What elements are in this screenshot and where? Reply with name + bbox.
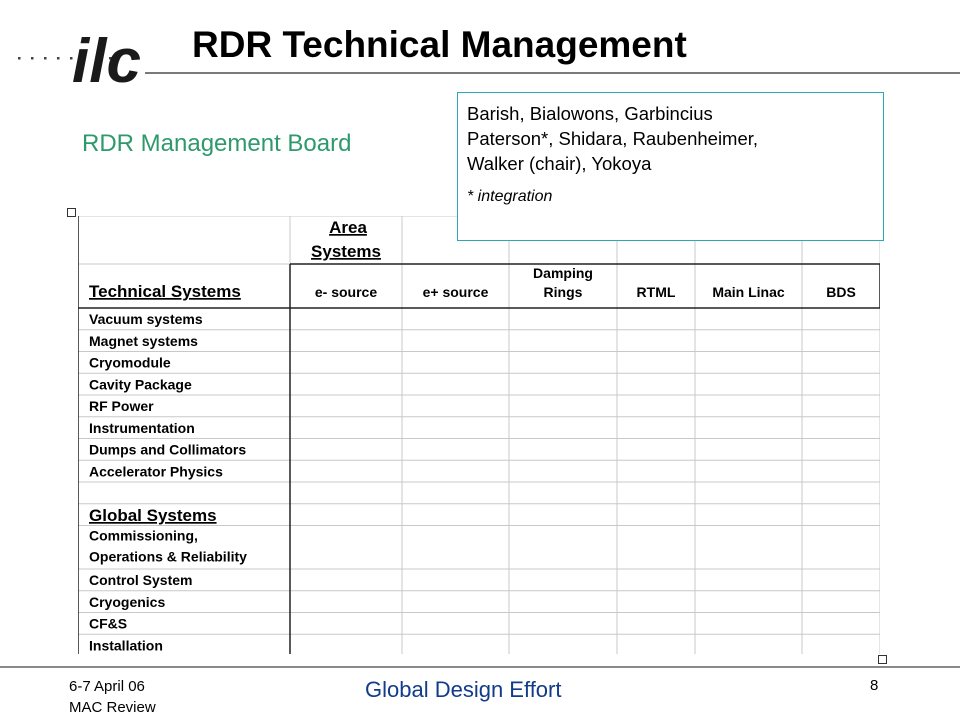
page-number: 8 bbox=[870, 677, 879, 694]
column-header-damping-rings: Rings bbox=[543, 284, 583, 300]
sheet-anchor-handle[interactable] bbox=[67, 208, 76, 217]
footer-title: Global Design Effort bbox=[365, 677, 562, 702]
row-label-cryomodule: Cryomodule bbox=[89, 354, 171, 371]
slide-subtitle: RDR Management Board bbox=[82, 130, 352, 157]
area-header-line-2: Systems bbox=[311, 242, 381, 261]
board-members bbox=[467, 101, 874, 176]
board-line-1: Barish, Bialowons, Garbincius bbox=[467, 103, 713, 124]
ilc-logo bbox=[8, 14, 158, 92]
column-header-bds: BDS bbox=[826, 284, 856, 300]
row-label-installation: Installation bbox=[89, 637, 163, 654]
row-label-rf-power: RF Power bbox=[89, 398, 154, 414]
row-label-control-system: Control System bbox=[89, 572, 193, 588]
slide-title: RDR Technical Management bbox=[192, 24, 687, 65]
column-header-rtml: RTML bbox=[636, 284, 676, 300]
row-label-accelerator-physics: Accelerator Physics bbox=[89, 463, 223, 480]
footer-rule bbox=[0, 666, 960, 668]
sheet-resize-handle[interactable] bbox=[878, 655, 887, 664]
area-header-line-1: Area bbox=[329, 218, 367, 237]
systems-matrix bbox=[78, 216, 880, 654]
column-header-main-linac: Main Linac bbox=[712, 284, 785, 300]
row-label-commissioning-operations-reliability-a: Commissioning, bbox=[89, 527, 198, 544]
board-note: * integration bbox=[467, 188, 553, 205]
footer-event-line: MAC Review bbox=[69, 699, 156, 716]
row-label-cryogenics: Cryogenics bbox=[89, 593, 166, 610]
title-rule bbox=[145, 72, 960, 74]
row-label-dumps-and-collimators: Dumps and Collimators bbox=[89, 441, 247, 458]
technical-systems-header: Technical Systems bbox=[89, 282, 241, 301]
row-label-cavity-package: Cavity Package bbox=[89, 376, 192, 393]
row-label-commissioning-operations-reliability-b: Operations & Reliability bbox=[89, 548, 247, 565]
row-label-magnet-systems: Magnet systems bbox=[89, 332, 198, 349]
column-header-damping-rings: Damping bbox=[533, 265, 593, 281]
management-board-box bbox=[457, 92, 884, 241]
row-label-vacuum-systems: Vacuum systems bbox=[89, 311, 203, 327]
column-header-e-source: e- source bbox=[314, 284, 378, 300]
global-systems-header: Global Systems bbox=[89, 506, 217, 525]
footer-date-line: 6-7 April 06 bbox=[69, 678, 145, 695]
column-header-e-source: e+ source bbox=[422, 284, 489, 300]
logo-text: ilc bbox=[72, 27, 141, 92]
board-line-2: Paterson*, Shidara, Raubenheimer, bbox=[467, 128, 759, 149]
row-label-instrumentation: Instrumentation bbox=[89, 419, 195, 436]
footer-date bbox=[69, 676, 156, 718]
board-line-3: Walker (chair), Yokoya bbox=[467, 153, 652, 174]
row-label-cf-s: CF&S bbox=[89, 615, 128, 632]
